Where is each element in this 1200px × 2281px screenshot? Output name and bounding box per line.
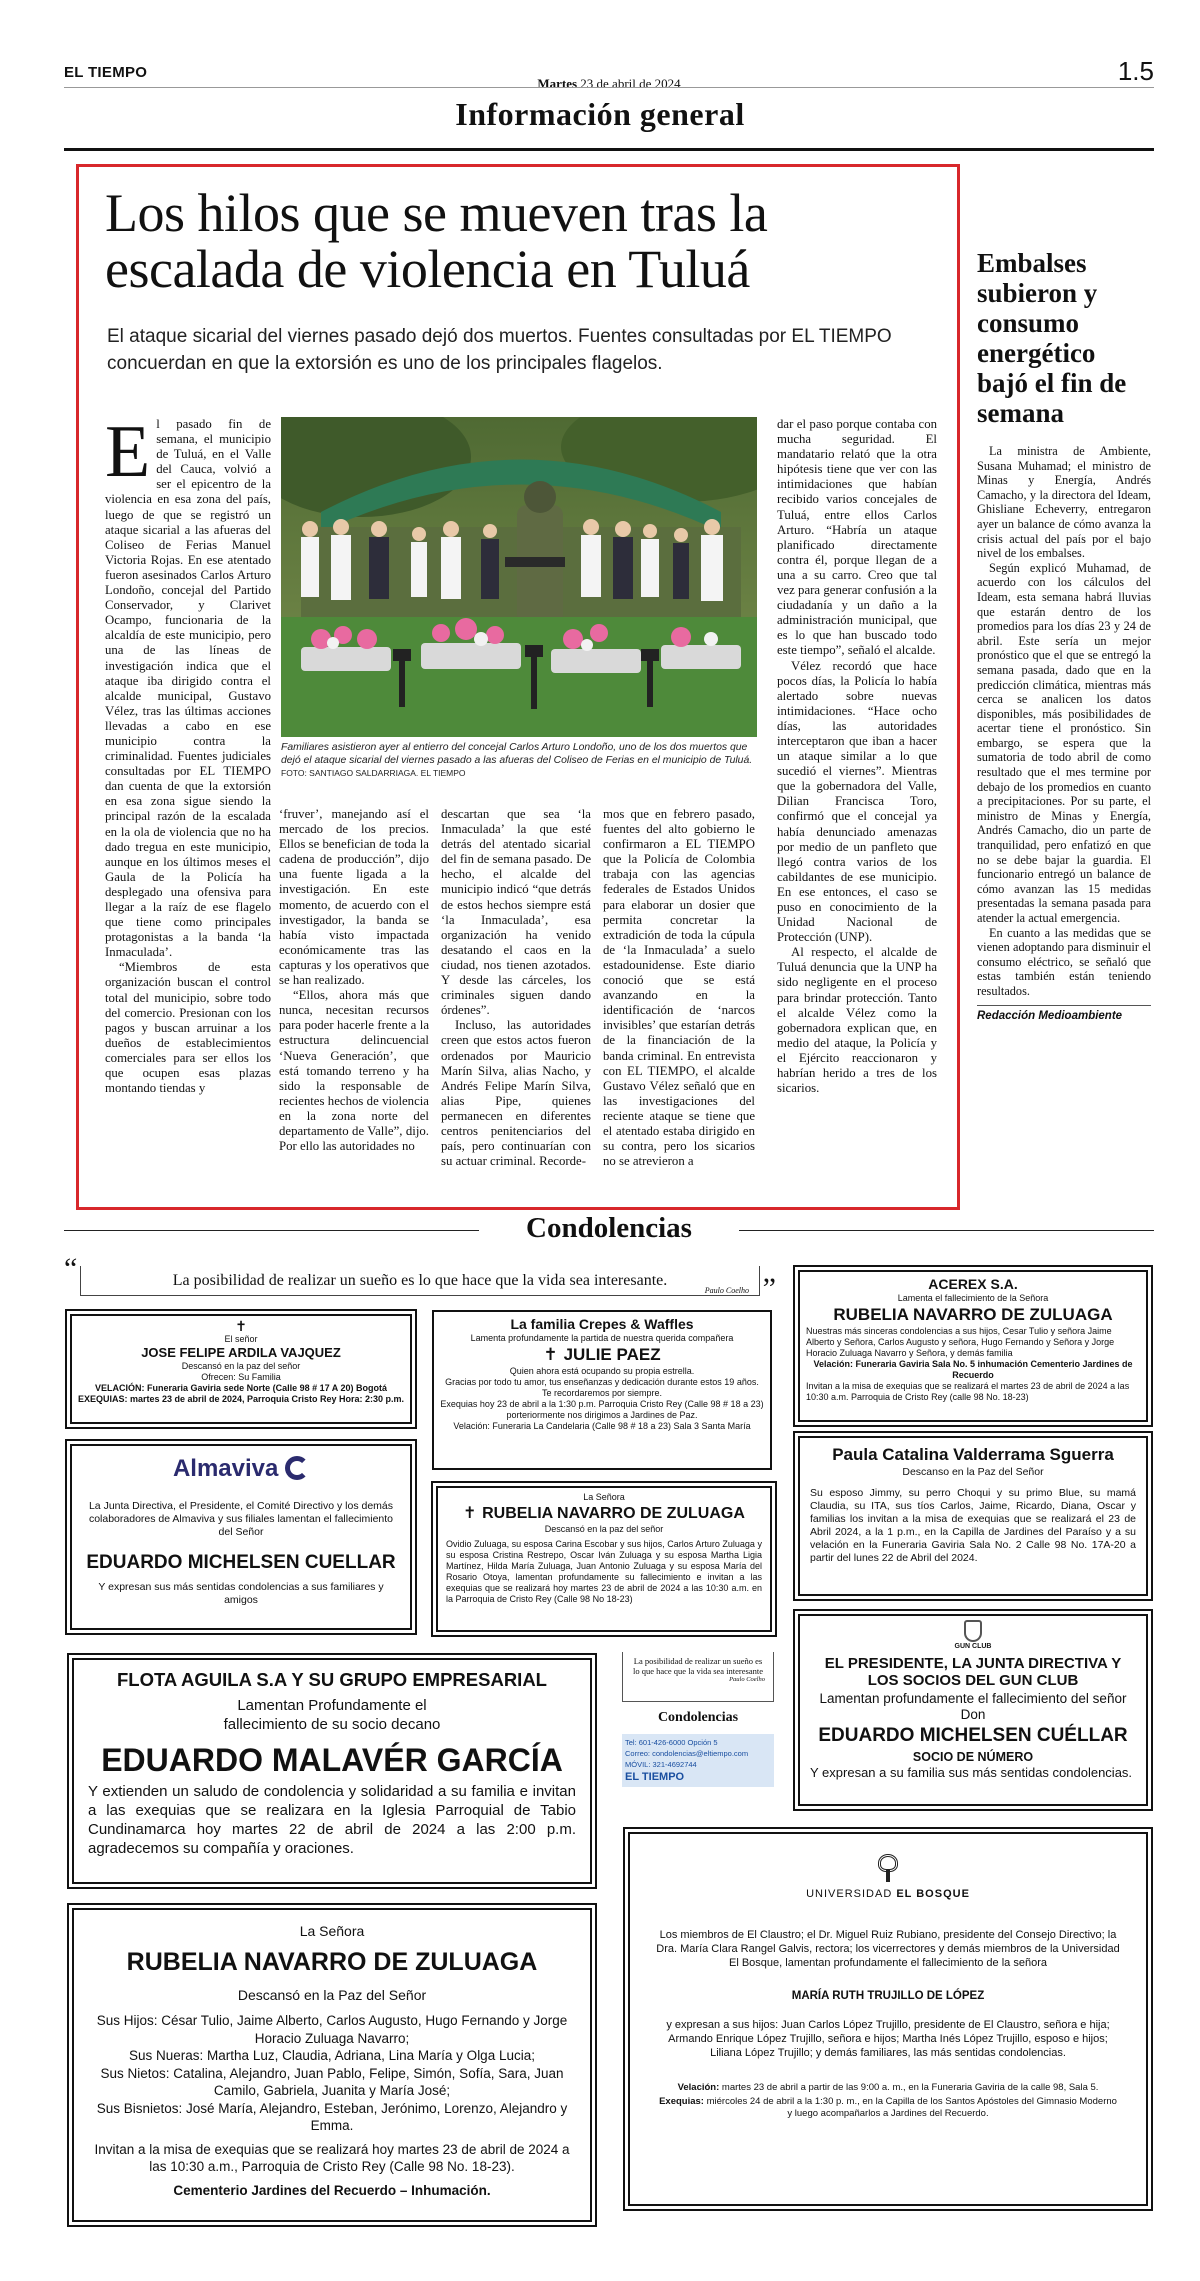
story-paragraph: “Ellos, ahora más que nunca, necesitan recursos para poder hacerle frente a la estructura delincuencial ‘Nueva Generación’, que está tomando terreno y ha sido la responsable de recientes hechos de violencia en la zona norte del departamento de Valle”, dijo. Por ello las autoridades no: [279, 988, 429, 1154]
story-paragraph: ‘fruver’, manejando así el mercado de los precios. Ellos se benefician de toda la cadena de producción”, dijo una fuente ligada a la investigación. En este momento, de acuerdo con el investigador, la banda se había visto impactada económicamente tras las capturas y los operativos que se han realizado.: [279, 807, 429, 988]
brief-paragraph: En cuanto a las medidas que se vienen adoptando para disminuir el consumo eléctrico, se señaló que estas también están teniendo resultados.: [977, 925, 1151, 998]
notice-gun-club: [798, 1614, 1148, 1806]
notice-prefix: El señor: [224, 1334, 258, 1344]
notice-crepes: [432, 1310, 772, 1470]
notice-line: Nuestras más sinceras condolencias a sus hijos, Cesar Tulio y señora Jaime Alberto y Señora, Carlos Augusto y señora, Hugo Fernando y Señora y Jorge Horacio Zuluaga Navarro y Señora, y demás familia: [806, 1326, 1115, 1358]
section-rule: [64, 148, 1154, 151]
notice-line: Descansó en la paz del señor: [544, 1524, 664, 1534]
notice-line: Y expresan a su familia sus más sentidas condolencias.: [810, 1765, 1133, 1780]
notice-line: Lamentan profundamente el fallecimiento del señor Don: [819, 1691, 1127, 1722]
ad-quote-author: Paulo Coelho: [729, 1676, 765, 1683]
notice-line: y expresan a sus hijos: Juan Carlos López Trujillo, presidente de El Claustro, señora e hija; Armando Enrique López Trujillo, señora e hijos; Martha Inés López Trujillo, esposo e hijos; Liliana López Trujillo; y demás familiares, las más sentidas condolencias.: [666, 2019, 1110, 2059]
masthead: [64, 56, 1154, 91]
story-paragraph: descartan que sea ‘la Inmaculada’ la que esté detrás del atentado sicarial del fin de semana pasado. De hecho, el alcalde del municipio indicó “que detrás de estos hechos siempre está ‘la Inmaculada’, esa organización ha venido desatando el caos en la ciudad, nos tienen azotados. Y desde las cárceles, los criminales siguen dando órdenes”.: [441, 807, 591, 1018]
notice-name: EDUARDO MICHELSEN CUELLAR: [86, 1552, 396, 1573]
main-story: [76, 164, 960, 1210]
notice-velacion: Velación: Funeraria Gaviria Sala No. 5 inhumación Cementerio Jardines de Recuerdo: [813, 1359, 1133, 1380]
notice-line: Invitan a la misa de exequias que se realizará el martes 23 de abril de 2024 a las 10:30 a.m. Parroquia de Cristo Rey (calle 98 No. 18-23): [806, 1381, 1130, 1402]
date-rest: 23 de abril de 2024: [577, 76, 681, 91]
notice-company: ACEREX S.A.: [928, 1276, 1018, 1292]
notice-name: Paula Catalina Valderrama Sguerra: [832, 1445, 1114, 1464]
quote-author: Paulo Coelho: [704, 1286, 749, 1295]
notice-line: Exequias hoy 23 de abril a la 1:30 p.m. Parroquia Cristo Rey (Calle 98 # 18 a 23) porteriormente nos dirigimos a Jardines de Paz.: [440, 1399, 764, 1420]
story-column-1: [105, 417, 271, 1207]
exequias-label: Exequias:: [659, 2096, 704, 2107]
notice-line: Velación: Funeraria La Candelaria (Calle 98 # 18 a 23) Sala 3 Santa María: [453, 1421, 751, 1431]
university-name-bold: EL BOSQUE: [896, 1888, 970, 1900]
condolences-rule-right: [739, 1230, 1154, 1231]
story-headline: Los hilos que se mueven tras la escalada de violencia en Tuluá: [105, 183, 768, 299]
notice-name: RUBELIA NAVARRO DE ZULUAGA: [126, 1948, 538, 1976]
notice-invite: Invitan a la misa de exequias que se realizará hoy martes 23 de abril de 2024 a las 10:30 a.m., Parroquia de Cristo Rey (Calle 98 No. 18-23).: [94, 2141, 570, 2174]
notice-cementerio: Cementerio Jardines del Recuerdo – Inhumación.: [173, 2182, 491, 2198]
ad-quote: La posibilidad de realizar un sueño es lo que hace que la vida sea interesante: [632, 1656, 764, 1676]
notice-name: EDUARDO MICHELSEN CUÉLLAR: [818, 1725, 1128, 1746]
ad-phone: Tel: 601-426-6000 Opción 5: [625, 1738, 718, 1747]
notice-rubelia-big: [72, 1908, 592, 2222]
gun-club-shield-icon: [964, 1620, 982, 1642]
quote-text: La posibilidad de realizar un sueño es lo que hace que la vida sea interesante.: [172, 1272, 668, 1289]
notice-body: Y extienden un saludo de condolencia y solidaridad a su familia e invitan a las exequias que se realizara en la Iglesia Parroquial de Tabio Cundinamarca hoy martes 22 de abril de 2024 a las 2:00 p.m. agradecemos su compañía y oraciones.: [88, 1783, 576, 1857]
brief-paragraph: La ministra de Ambiente, Susana Muhamad; el ministro de Minas y Energía, Andrés Camacho, y la directora del Ideam, Ghisliane Echeverry, entregaron ayer un balance de cómo avanza la crisis actual del país por el bajo nivel de los embalses.: [977, 444, 1151, 561]
notice-nietos: Sus Nietos: Catalina, Alejandro, Juan Pablo, Felipe, Simón, Sofía, Sara, Juan Camilo, Gabriela, Juanita y María José;: [100, 2065, 564, 2098]
el-bosque-tree-trunk: [886, 1870, 890, 1882]
notice-line: Lamentan Profundamente el fallecimiento de su socio decano: [223, 1697, 441, 1733]
notice-line: Te recordaremos por siempre.: [541, 1388, 663, 1398]
notice-name: RUBELIA NAVARRO DE ZULUAGA: [482, 1505, 745, 1522]
publication-date: [64, 76, 1154, 92]
photo-credit: FOTO: SANTIAGO SALDARRIAGA. EL TIEMPO: [281, 768, 466, 779]
notice-universidad-el-bosque: [628, 1832, 1148, 2206]
notice-hijos: Sus Hijos: César Tulio, Jaime Alberto, Carlos Augusto, Hugo Fernando y Jorge Horacio Zuluaga Navarro;: [96, 2013, 568, 2046]
notice-line: Y expresan sus más sentidas condolencias a sus familiares y amigos: [98, 1581, 384, 1606]
notice-line: Lamenta el fallecimiento de la Señora: [897, 1293, 1049, 1303]
notice-velacion: [656, 2082, 1120, 2094]
notice-name: JULIE PAEZ: [563, 1345, 661, 1364]
notice-line: Ofrecen: Su Familia: [201, 1372, 281, 1382]
ad-title: Condolencias: [657, 1710, 739, 1725]
notice-name: JOSE FELIPE ARDILA VAJQUEZ: [141, 1345, 341, 1360]
notice-prefix: La Señora: [299, 1923, 365, 1939]
caption-text: Familiares asistieron ayer al entierro del concejal Carlos Arturo Londoño, uno de los dos muertos que dejó el ataque sicarial del viernes pasado a las afueras del Coliseo de Ferias en el municipio de Tuluá.: [281, 742, 753, 766]
notice-almaviva: [70, 1444, 412, 1630]
notice-line: EL PRESIDENTE, LA JUNTA DIRECTIVA Y LOS SOCIOS DEL GUN CLUB: [824, 1655, 1122, 1689]
notice-prefix: La Señora: [583, 1492, 625, 1502]
story-column-4: [603, 807, 755, 1207]
notice-line: Descanso en la Paz del Señor: [902, 1466, 1044, 1478]
el-bosque-tree-icon: [876, 1854, 900, 1882]
notice-line: Quien ahora está ocupando su propia estrella.: [509, 1366, 695, 1376]
university-name: [656, 1886, 1120, 1902]
section-title: Información general: [455, 96, 745, 132]
gun-club-tag: GUN CLUB: [954, 1643, 992, 1650]
university-prefix: UNIVERSIDAD: [806, 1888, 893, 1900]
almaviva-logo: [84, 1454, 398, 1484]
brief-headline: Embalses subieron y consumo energético bajó el fin de semana: [977, 248, 1127, 428]
notice-name: MARÍA RUTH TRUJILLO DE LÓPEZ: [791, 1990, 985, 2002]
story-column-2: [279, 807, 429, 1207]
story-paragraph: Vélez recordó que hace pocos días, la Policía lo había alertado sobre nuevas intimidaciones. “Hace ocho días, las autoridades interceptaron que iban a hacer un ataque similar a lo que sucedió el viernes”. Mientras que la gobernadora del Valle, Dilian Francisca Toro, confirmó que el concejal ya había denunciado amenazas por medio de un panfleto que llegó contra varios de los cabildantes de ese municipio. En ese entonces, el caso se puso en conocimiento de la Unidad Nacional de Protección (UNP).: [777, 658, 937, 945]
notice-line: Descansó en la paz del señor: [181, 1361, 301, 1371]
brief-rule: [977, 1005, 1151, 1006]
story-column-3: [441, 807, 591, 1207]
notice-name-row: [446, 1503, 762, 1524]
notice-cross-icon: ✝: [543, 1345, 564, 1365]
ad-email: Correo: condolencias@eltiempo.com: [625, 1749, 749, 1758]
notice-line: SOCIO DE NÚMERO: [912, 1750, 1034, 1764]
ad-mobile: MÓVIL: 321-4692744: [625, 1760, 697, 1769]
notice-cross-icon: ✝: [463, 1503, 483, 1522]
notice-family: La familia Crepes & Waffles: [510, 1316, 694, 1332]
story-paragraph: dar el paso porque contaba con mucha seguridad. El mandatario relató que la otra hipótesis tiene que ver con las intimidaciones que habían recibido varios concejales de Tuluá, entre ellos Carlos Arturo. “Habría un ataque planificado directamente contra él, porque llegan de a una a su carro. Creo que tal vez para generar confusión a la ciudadanía y un daño a la administración municipal, que es lo que han buscado todo este tiempo”, señaló el alcalde.: [777, 417, 937, 658]
brief-paragraph: Según explicó Muhamad, de acuerdo con los cálculos del Ideam, esta semana habrá lluvias que estarán dentro de los promedios para los días 23 y 24 de abril. Este sería un mejor pronóstico que el que se entregó la semana pasada, dado que en la predicción climática, mientras más cerca se analicen los datos disponibles, más posibilidades de acertar tiene el pronóstico. Sin embargo, se espera que la sumatoria de todo abril de como resultado que el mes termine por debajo de los promedios en cuanto a precipitaciones. Por su parte, el ministro de Minas y Energía, Andrés Camacho, dio un parte de tranquilidad, pero enfatizó en que no se debe bajar la guardia. El funcionario entregó un balance de cómo avanzan las 15 medidas presentadas la semana pasada para atender la actual emergencia.: [977, 560, 1151, 925]
notice-nueras: Sus Nueras: Martha Luz, Claudia, Adriana, Lina María y Olga Lucia;: [129, 2048, 535, 2063]
notice-name: RUBELIA NAVARRO DE ZULUAGA: [833, 1305, 1113, 1324]
side-brief: [977, 248, 1151, 1022]
notice-bisnietos: Sus Bisnietos: José María, Alejandro, Esteban, Jerónimo, Lorenzo, Alejandro y Emma.: [96, 2100, 568, 2133]
notice-ardila: [70, 1314, 412, 1424]
quote-strip: [64, 1252, 776, 1305]
notice-line: Los miembros de El Claustro; el Dr. Miguel Ruiz Rubiano, presidente del Consejo Directivo; la Dra. María Clara Rangel Galvis, rectora; los vicerrectores y demás miembros de la Universidad El Bosque, lamentan profundamente el fallecimiento de la señora: [656, 1929, 1120, 1969]
velacion-label: Velación:: [677, 2082, 720, 2093]
page-number: 1.5: [1117, 56, 1154, 86]
story-paragraph: Incluso, las autoridades creen que estos actos fueron ordenados por Mauricio Marín Silva, alias Nacho, y Andrés Felipe Marín Silva, alias Pipe, quienes permanecen en diferentes centros penitenciarios del país, pero continuarían con su actuar criminal. Recorde-: [441, 1018, 591, 1169]
notice-body: Ovidio Zuluaga, su esposa Carina Escobar y sus hijos, Carlos Arturo Zuluaga y su esposa Cristina Restrepo, Oscar Iván Zuluaga y su esposa Martha Ligia Martínez, Hilda María Zuluaga, Juan Antonio Zuluaga y su esposa María del Rosario Otoya, lamentan profundamente su fallecimiento e invitan a las exequias que se realizará hoy martes 23 de abril de 2024 a las 10:30 a.m. en la Parroquia de Cristo Rey (Calle 98 No 18-23): [446, 1539, 762, 1604]
el-tiempo-condolences-ad: [614, 1652, 782, 1816]
brief-body: [977, 444, 1151, 999]
condolences-header: [64, 1212, 1154, 1248]
notice-exequias: [656, 2096, 1120, 2120]
story-paragraph: Al respecto, el alcalde de Tuluá denuncia que la UNP ha sido negligente en el proceso para brindar protección. Tanto el alcalde Vélez como la gobernadora explican que, en medio del ataque, la Policía y el Ejército reaccionaron y habrían herido a tres de los sicarios.: [777, 945, 937, 1096]
notice-line: La Junta Directiva, el Presidente, el Comité Directivo y los demás colaboradores de Almaviva y sus filiales lamentan el fallecimiento del Señor: [88, 1500, 394, 1538]
funeral-photo-illustration: [281, 417, 757, 737]
notice-velacion: VELACIÓN: Funeraria Gaviria sede Norte (Calle 98 # 17 A 20) Bogotá: [95, 1383, 387, 1393]
velacion-text: martes 23 de abril a partir de las 9:00 a. m., en la Funeraria Gaviria de la calle 98, Sala 5.: [721, 2082, 1099, 2093]
notice-exequias: EXEQUIAS: martes 23 de abril de 2024, Parroquia Cristo Rey Hora: 2:30 p.m.: [77, 1394, 405, 1404]
condolences-title: Condolencias: [526, 1212, 692, 1244]
header-rule: [64, 87, 1154, 88]
notice-name: EDUARDO MALAVÉR GARCÍA: [101, 1742, 563, 1778]
notice-acerex: [798, 1270, 1148, 1422]
exequias-text: miércoles 24 de abril a la 1:30 p. m., en la Capilla de los Santos Apóstoles del Gimnasio Moderno y luego acompañarlos a Jardines del Recuerdo.: [706, 2096, 1117, 2119]
brief-signature: Redacción Medioambiente: [977, 1009, 1123, 1022]
almaviva-swirl-icon: [285, 1456, 309, 1480]
notice-flota-aguila: [72, 1658, 592, 1884]
notice-company: FLOTA AGUILA S.A Y SU GRUPO EMPRESARIAL: [117, 1669, 547, 1690]
ad-quote-box: [622, 1652, 774, 1702]
notice-cross-icon: ✝: [235, 1319, 247, 1335]
notice-line: Gracias por todo tu amor, tus enseñanzas y dedicación durante estos 19 años.: [445, 1377, 759, 1387]
date-weekday: Martes: [537, 76, 578, 91]
ad-contact: [622, 1734, 774, 1787]
notice-rubelia-small: [436, 1486, 772, 1632]
notice-valderrama: [798, 1436, 1148, 1596]
quote-close-mark: ”: [762, 1272, 776, 1305]
photo-caption: [281, 742, 757, 781]
story-paragraph: mos que en febrero pasado, fuentes del alto gobierno le confirmaron a EL TIEMPO que la Policía de Colombia trabaja con las agencias federales de Estados Unidos para elaborar un dosier que permita concretar la extradición de toda la cúpula de ‘la Inmaculada’ a suelo estadounidense. Este diario conoció que se está avanzando en la identificación de ‘narcos invisibles’ que estarían detrás de la financiación de la banda criminal. En entrevista con EL TIEMPO, el alcalde Gustavo Vélez señaló que en las investigaciones del reciente ataque se tiene que el atentado estaba dirigido en su contra, pero los sicarios no se atrevieron a: [603, 807, 755, 1169]
story-deck: El ataque sicarial del viernes pasado dejó dos muertos. Fuentes consultadas por EL TIEMPO concuerdan en que la extorsión es uno de los principales flagelos.: [107, 326, 892, 374]
story-photo: [281, 417, 757, 737]
dropcap: E: [105, 417, 151, 493]
ad-brand: EL TIEMPO: [625, 1771, 685, 1783]
story-paragraph: l pasado fin de semana, el municipio de Tuluá, en el Valle del Cauca, volvió a ser el epicentro de la violencia en esa zona del país, luego de que se registró un ataque sicarial a las afueras del Coliseo de Ferias Manuel Victoria Rojas. En ese atentado fueron asesinados Carlos Arturo Londoño, concejal del Partido Conservador, y Clarivet Ocampo, funcionaria de la alcaldía de este municipio, pero una de las líneas de investigación indica que el ataque iba dirigido contra el alcalde municipal, Gustavo Vélez, tras las últimas acciones llevadas a cabo en ese municipio contra la criminalidad. Fuentes judiciales consultadas por EL TIEMPO dan cuenta de que la extorsión en esa zona sigue siendo la principal razón de la escalada en la ola de violencia que no ha dado tregua en este municipio, aunque en los últimos meses el Gaula de la Policía ha desplegado una ofensiva para llegar a la raíz de ese flagelo que tiene como principales protagonistas a la banda ‘la Inmaculada’.: [105, 417, 271, 960]
notice-name-row: [440, 1344, 764, 1366]
quote-open-mark: “: [64, 1252, 78, 1285]
notice-body: Su esposo Jimmy, su perro Choqui y su primo Blue, su mamá Claudia, su ITA, sus tíos Carlos, Jaime, Ricardo, Diana, Oscar y familias los invitan a la misa de exequias que se realizará el 23 de Abril 2024, a la 1 p.m., en la Capilla de Jardines del Paraíso y a su velación en la Funeraria Gaviria Sala No. 2 Calle 98 No. 17A-20 a partir del lunes 22 de Abril del 2024.: [810, 1487, 1136, 1564]
notice-line: Lamenta profundamente la partida de nuestra querida compañera: [470, 1333, 734, 1343]
almaviva-logo-text: Almaviva: [172, 1455, 279, 1482]
story-column-5: [777, 417, 937, 1207]
newspaper-name: EL TIEMPO: [64, 64, 148, 81]
quote-box: [80, 1266, 760, 1296]
notice-line: Descansó en la Paz del Señor: [237, 1987, 427, 2003]
story-paragraph: “Miembros de esta organización buscan el control total del municipio, sobre todo del comercio. Presionan con los pagos y buscan arruinar a los dueños de establecimientos comerciales para ser ellos los que ocupen esas plazas montando tiendas y: [105, 960, 271, 1096]
